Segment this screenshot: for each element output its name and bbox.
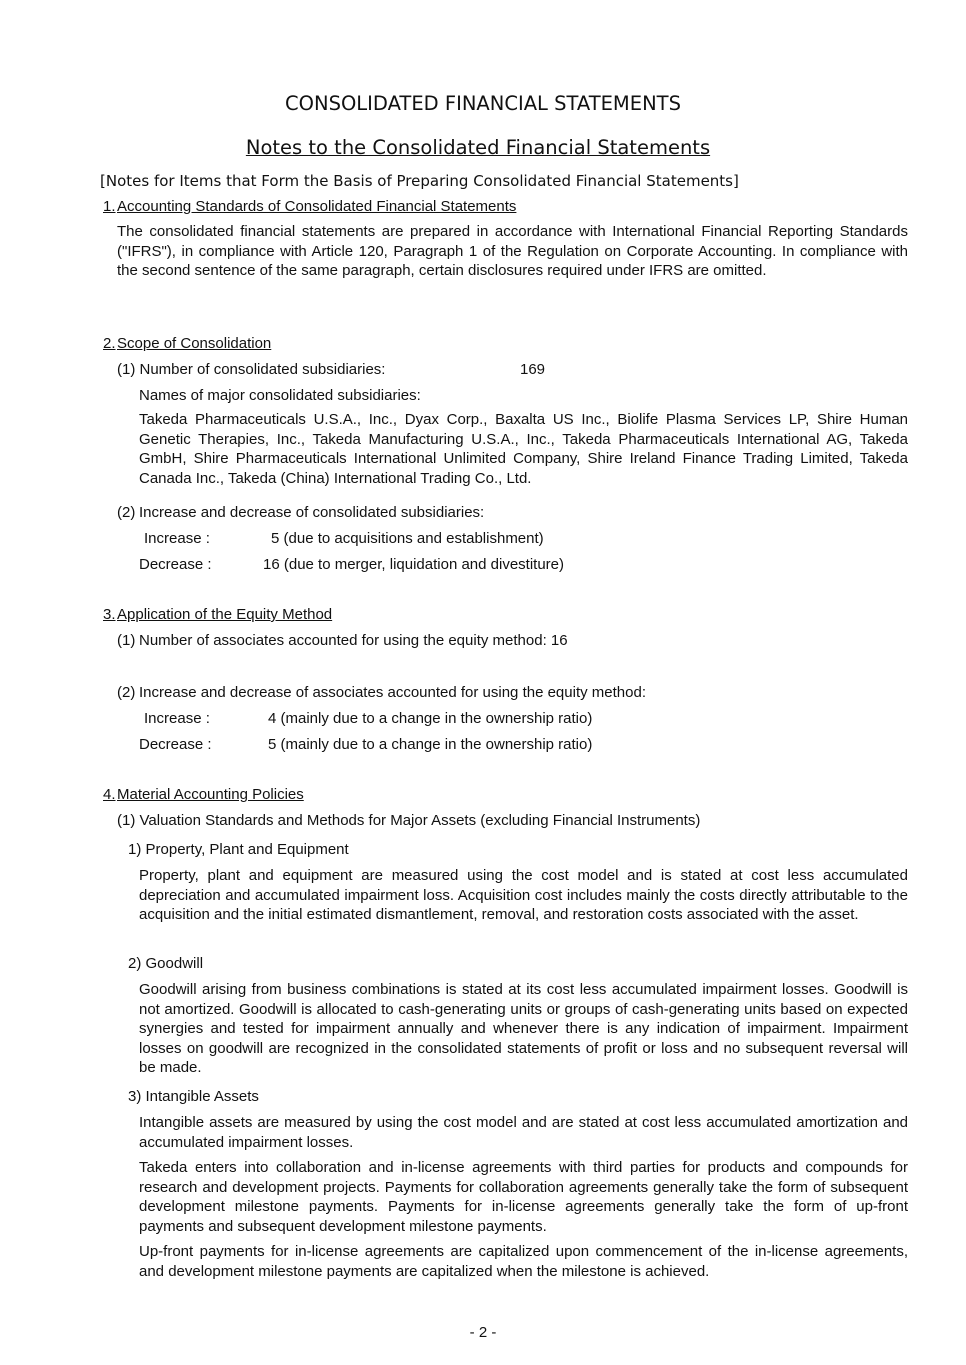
section-4-number: 4.	[103, 786, 116, 803]
subsidiary-decrease-label: Decrease :	[139, 556, 212, 573]
associates-decrease-value: 5 (mainly due to a change in the ownership ratio)	[268, 736, 593, 753]
major-subsidiaries-label: Names of major consolidated subsidiaries:	[139, 387, 421, 404]
ppe-heading: 1) Property, Plant and Equipment	[128, 841, 349, 858]
section-1-number: 1.	[103, 198, 116, 215]
section-1-body: The consolidated financial statements are prepared in accordance with International Financial Reporting Standards ("IFRS"), in compliance with Article 120, Paragraph 1 of the Regulation on Corporate Accounting. In compliance with the second sentence of the same paragraph, certain disclosures required under IFRS are omitted.	[117, 223, 908, 279]
subsidiary-decrease-value: 16 (due to merger, liquidation and divestiture)	[263, 556, 565, 573]
goodwill-heading: 2) Goodwill	[128, 955, 204, 972]
associates-count-number: (1)	[117, 632, 136, 649]
page-title: CONSOLIDATED FINANCIAL STATEMENTS	[285, 92, 681, 115]
section-2-number: 2.	[103, 335, 116, 352]
section-1-heading	[103, 197, 516, 217]
intangible-body-1: Intangible assets are measured by using the cost model and are stated at cost less accumulated amortization and accumulated impairment losses.	[139, 1114, 908, 1151]
subsidiary-increase-label: Increase :	[144, 530, 210, 547]
goodwill-body: Goodwill arising from business combinations is stated at its cost less accumulated impairment losses. Goodwill is not amortized. Goodwill is allocated to cash-generating units or groups of cash-generating units based on expected synergies and tested for impairment annually and whenever there is any indication of impairment. Impairment losses on goodwill are recognized in the consolidated statements of profit or loss and no subsequent reversal will be made.	[139, 981, 908, 1076]
intangible-body-2: Takeda enters into collaboration and in-license agreements with third parties for products and compounds for research and development projects. Payments for collaboration agreements generally take the form of subsequent development milestone payments. Payments for in-license agreements generally take the form of up-front payments and subsequent development milestone payments.	[139, 1159, 908, 1235]
section-2-title: Scope of Consolidation	[117, 335, 272, 352]
subsidiary-change-number: (2)	[117, 504, 136, 521]
section-4-title: Material Accounting Policies	[117, 786, 304, 803]
associates-decrease-label: Decrease :	[139, 736, 212, 753]
subsidiary-count-label: (1) Number of consolidated subsidiaries:	[117, 361, 386, 378]
section-3-number: 3.	[103, 606, 116, 623]
associates-increase-label: Increase :	[144, 710, 210, 727]
ppe-body: Property, plant and equipment are measured using the cost model and is stated at cost less accumulated depreciation and accumulated impairment loss. Acquisition cost includes mainly the costs directly attributable to the acquisition and the initial estimated dismantlement, removal, and restoration costs associated with the asset.	[139, 867, 908, 923]
intangible-body-3: Up-front payments for in-license agreements are capitalized upon commencement of the in-license agreements, and development milestone payments are capitalized when the milestone is achieved.	[139, 1243, 908, 1280]
page-number: - 2 -	[469, 1324, 497, 1341]
section-1-title: Accounting Standards of Consolidated Financial Statements	[117, 198, 517, 215]
section-3-heading	[103, 605, 332, 625]
associates-change-number: (2)	[117, 684, 136, 701]
notes-subtitle: Notes to the Consolidated Financial Statements	[245, 136, 711, 159]
subsidiary-change-heading	[117, 503, 484, 523]
associates-count-label: Number of associates accounted for using the equity method: 16	[139, 632, 568, 649]
subsidiary-change-label: Increase and decrease of consolidated subsidiaries:	[139, 504, 485, 521]
section-2-heading	[103, 334, 271, 354]
section-4-heading	[103, 785, 304, 805]
subsidiary-count-value: 169	[520, 361, 546, 378]
major-subsidiaries-list: Takeda Pharmaceuticals U.S.A., Inc., Dyax Corp., Baxalta US Inc., Biolife Plasma Services LP, Shire Human Genetic Therapies, Inc., Takeda Manufacturing U.S.A., Inc., Takeda Pharmaceuticals International AG, Takeda GmbH, Shire Pharmaceuticals International Unlimited Company, Shire Ireland Finance Trading Limited, Takeda Canada Inc., Takeda (China) International Trading Co., Ltd.	[139, 411, 908, 487]
valuation-standards-heading: (1) Valuation Standards and Methods for Major Assets (excluding Financial Instruments)	[117, 812, 701, 829]
associates-change-label: Increase and decrease of associates accounted for using the equity method:	[139, 684, 646, 701]
subsidiary-increase-value: 5 (due to acquisitions and establishment)	[271, 530, 544, 547]
section-3-title: Application of the Equity Method	[117, 606, 333, 623]
notes-basis-heading: [Notes for Items that Form the Basis of Preparing Consolidated Financial Statements]	[100, 172, 739, 190]
intangible-heading: 3) Intangible Assets	[128, 1088, 259, 1105]
associates-change-heading	[117, 683, 646, 703]
associates-count	[117, 631, 568, 651]
associates-increase-value: 4 (mainly due to a change in the ownership ratio)	[268, 710, 593, 727]
